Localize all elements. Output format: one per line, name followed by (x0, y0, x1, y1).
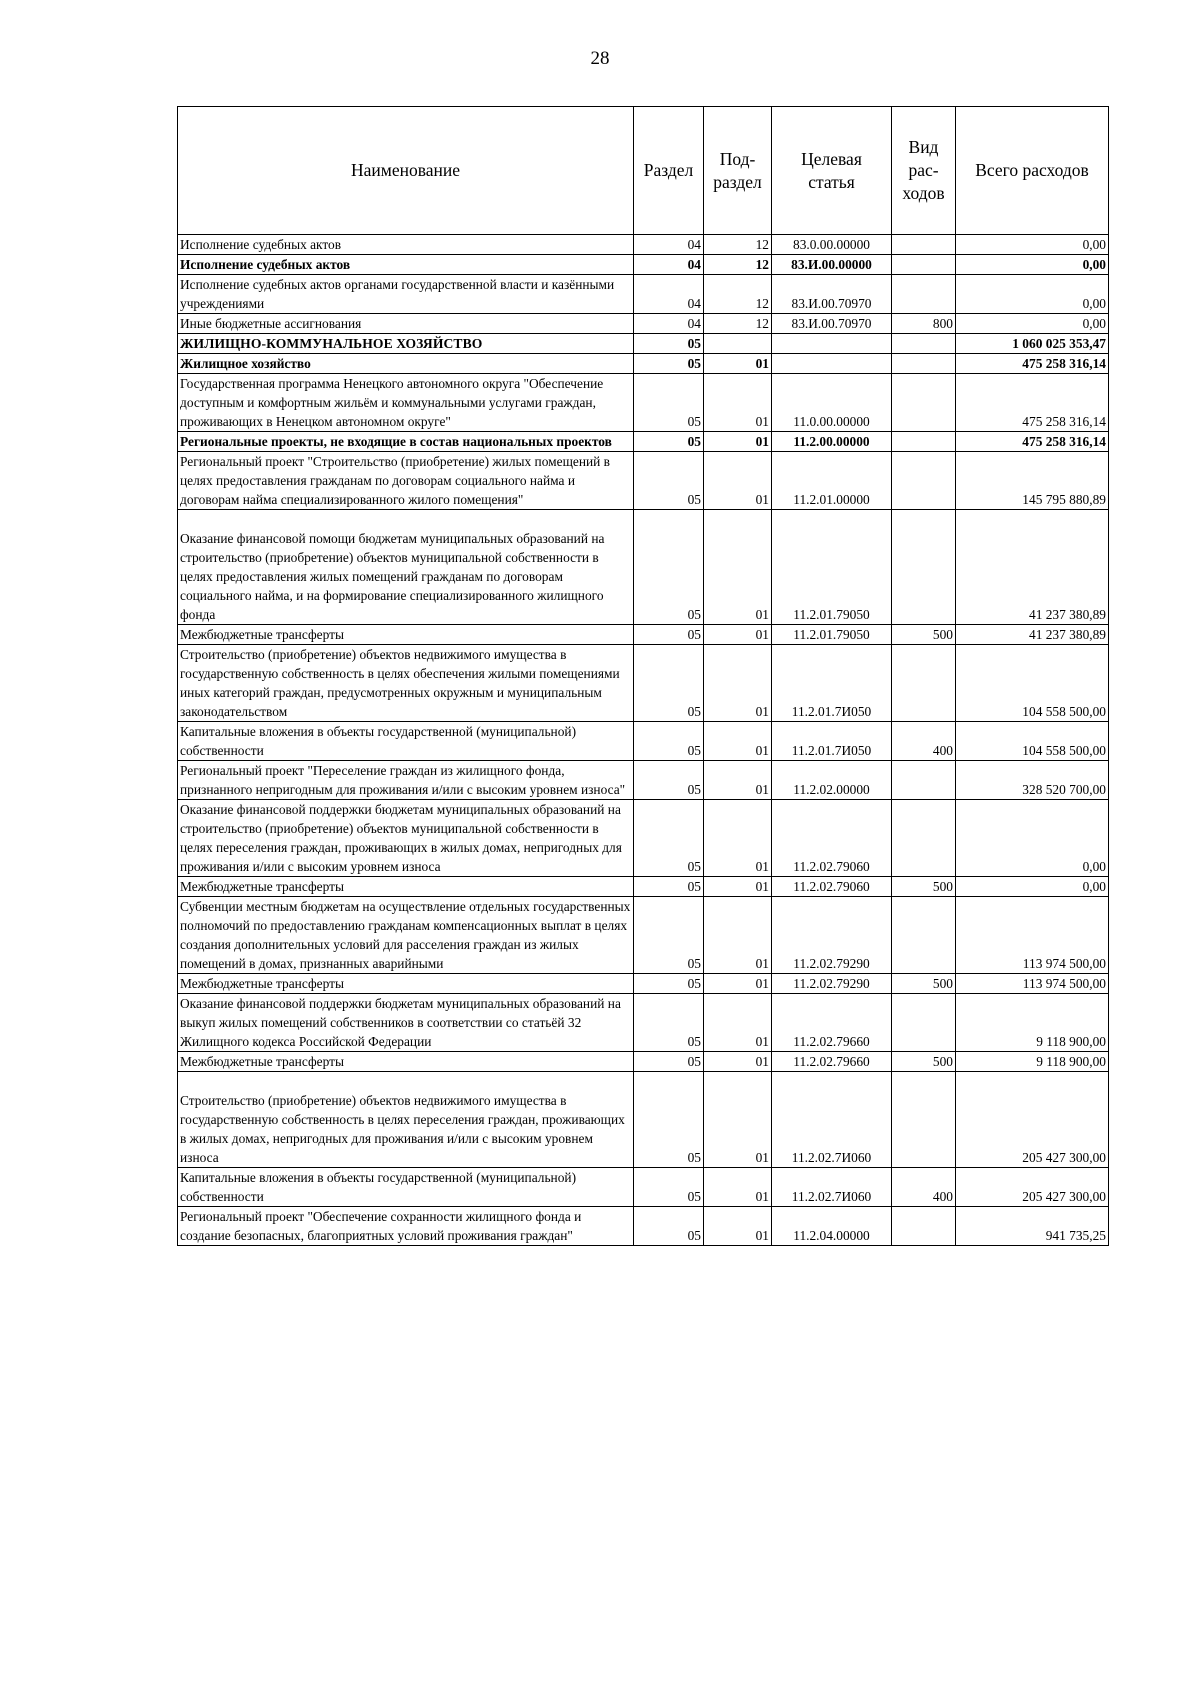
cell-name: Межбюджетные трансферты (178, 625, 634, 645)
cell-target: 11.2.01.00000 (772, 452, 892, 510)
cell-type (892, 255, 956, 275)
cell-total: 328 520 700,00 (956, 761, 1109, 800)
table-row (178, 432, 1109, 452)
cell-subsection: 01 (704, 1052, 772, 1072)
cell-subsection: 01 (704, 374, 772, 432)
cell-section: 05 (634, 374, 704, 432)
cell-total: 0,00 (956, 235, 1109, 255)
cell-type: 500 (892, 1052, 956, 1072)
cell-subsection: 01 (704, 354, 772, 374)
cell-target (772, 334, 892, 354)
table-row (178, 645, 1109, 722)
table-row (178, 334, 1109, 354)
cell-target: 11.2.02.79290 (772, 974, 892, 994)
cell-subsection: 01 (704, 1207, 772, 1246)
table-row (178, 877, 1109, 897)
cell-section: 05 (634, 510, 704, 625)
cell-section: 05 (634, 452, 704, 510)
cell-total: 104 558 500,00 (956, 722, 1109, 761)
cell-name: Жилищное хозяйство (178, 354, 634, 374)
cell-type: 500 (892, 877, 956, 897)
cell-subsection: 01 (704, 800, 772, 877)
cell-subsection: 12 (704, 235, 772, 255)
cell-total: 41 237 380,89 (956, 625, 1109, 645)
cell-subsection: 01 (704, 994, 772, 1052)
cell-target: 11.2.01.7И050 (772, 722, 892, 761)
cell-type (892, 1207, 956, 1246)
cell-section: 04 (634, 314, 704, 334)
cell-target: 11.2.00.00000 (772, 432, 892, 452)
cell-subsection: 01 (704, 877, 772, 897)
cell-section: 05 (634, 974, 704, 994)
cell-target: 11.2.04.00000 (772, 1207, 892, 1246)
cell-subsection: 01 (704, 452, 772, 510)
cell-type (892, 1072, 956, 1168)
cell-subsection: 12 (704, 255, 772, 275)
cell-type: 400 (892, 722, 956, 761)
cell-name: Строительство (приобретение) объектов недвижимого имущества в государственную собственность в целях обеспечения жилыми помещениями иных категорий граждан, предусмотренных окружным и муниципальным законодательством (178, 645, 634, 722)
table-row (178, 722, 1109, 761)
cell-subsection: 01 (704, 1168, 772, 1207)
table-row (178, 897, 1109, 974)
header-target: Целевая статья (772, 107, 892, 235)
cell-total: 0,00 (956, 877, 1109, 897)
cell-section: 05 (634, 645, 704, 722)
cell-type (892, 354, 956, 374)
cell-section: 05 (634, 722, 704, 761)
cell-target: 11.2.02.79060 (772, 877, 892, 897)
cell-name: Строительство (приобретение) объектов недвижимого имущества в государственную собственность в целях переселения граждан, проживающих в жилых домах, непригодных для проживания и/или с высоким уровнем износа (178, 1072, 634, 1168)
cell-name: Региональный проект "Переселение граждан из жилищного фонда, признанного непригодным для проживания и/или с высоким уровнем износа" (178, 761, 634, 800)
cell-target: 83.И.00.00000 (772, 255, 892, 275)
cell-section: 05 (634, 1168, 704, 1207)
cell-subsection: 01 (704, 722, 772, 761)
cell-target: 11.2.01.79050 (772, 625, 892, 645)
table-row (178, 275, 1109, 314)
cell-target: 83.И.00.70970 (772, 275, 892, 314)
cell-section: 05 (634, 877, 704, 897)
header-total: Всего расходов (956, 107, 1109, 235)
cell-subsection: 01 (704, 645, 772, 722)
cell-total: 475 258 316,14 (956, 374, 1109, 432)
cell-total: 9 118 900,00 (956, 1052, 1109, 1072)
table-row (178, 1072, 1109, 1168)
cell-total: 0,00 (956, 275, 1109, 314)
cell-total: 475 258 316,14 (956, 354, 1109, 374)
cell-type (892, 645, 956, 722)
table-row (178, 354, 1109, 374)
table-row (178, 974, 1109, 994)
cell-target: 11.0.00.00000 (772, 374, 892, 432)
cell-section: 05 (634, 1072, 704, 1168)
cell-type (892, 275, 956, 314)
cell-type (892, 994, 956, 1052)
cell-name: Субвенции местным бюджетам на осуществление отдельных государственных полномочий по предоставлению гражданам компенсационных выплат в целях создания дополнительных условий для расселения граждан из жилых помещений в домах, признанных аварийными (178, 897, 634, 974)
cell-name: Исполнение судебных актов органами государственной власти и казёнными учреждениями (178, 275, 634, 314)
cell-total: 1 060 025 353,47 (956, 334, 1109, 354)
cell-target: 11.2.02.7И060 (772, 1168, 892, 1207)
table-row (178, 1168, 1109, 1207)
table-row (178, 510, 1109, 625)
cell-section: 05 (634, 432, 704, 452)
table-row (178, 1052, 1109, 1072)
cell-section: 05 (634, 354, 704, 374)
cell-subsection: 12 (704, 314, 772, 334)
cell-total: 113 974 500,00 (956, 974, 1109, 994)
table-row (178, 994, 1109, 1052)
table-row (178, 452, 1109, 510)
header-name: Наименование (178, 107, 634, 235)
cell-target: 11.2.02.79290 (772, 897, 892, 974)
table-row (178, 761, 1109, 800)
cell-subsection (704, 334, 772, 354)
header-type: Вид рас- ходов (892, 107, 956, 235)
cell-name: Межбюджетные трансферты (178, 1052, 634, 1072)
cell-subsection: 01 (704, 432, 772, 452)
table-row (178, 235, 1109, 255)
header-subsection: Под- раздел (704, 107, 772, 235)
table-body (178, 235, 1109, 1246)
table-row (178, 314, 1109, 334)
cell-name: Капитальные вложения в объекты государственной (муниципальной) собственности (178, 1168, 634, 1207)
cell-name: Государственная программа Ненецкого автономного округа "Обеспечение доступным и комфортным жильём и коммунальными услугами граждан, проживающих в Ненецком автономном округе" (178, 374, 634, 432)
cell-section: 04 (634, 275, 704, 314)
cell-total: 0,00 (956, 800, 1109, 877)
cell-type (892, 897, 956, 974)
cell-total: 475 258 316,14 (956, 432, 1109, 452)
cell-section: 05 (634, 334, 704, 354)
cell-total: 0,00 (956, 314, 1109, 334)
cell-type (892, 510, 956, 625)
cell-target: 83.И.00.70970 (772, 314, 892, 334)
cell-total: 941 735,25 (956, 1207, 1109, 1246)
cell-type: 500 (892, 974, 956, 994)
cell-target: 11.2.02.79060 (772, 800, 892, 877)
cell-name: Исполнение судебных актов (178, 255, 634, 275)
cell-total: 205 427 300,00 (956, 1168, 1109, 1207)
cell-total: 9 118 900,00 (956, 994, 1109, 1052)
cell-type (892, 800, 956, 877)
budget-table (177, 106, 1109, 1246)
cell-type: 400 (892, 1168, 956, 1207)
cell-section: 05 (634, 1207, 704, 1246)
cell-name: Оказание финансовой поддержки бюджетам муниципальных образований на выкуп жилых помещений собственников в соответствии со статьёй 32 Жилищного кодекса Российской Федерации (178, 994, 634, 1052)
cell-name: Региональный проект "Обеспечение сохранности жилищного фонда и создание безопасных, благоприятных условий проживания граждан" (178, 1207, 634, 1246)
table-row (178, 255, 1109, 275)
table-row (178, 625, 1109, 645)
cell-name: Иные бюджетные ассигнования (178, 314, 634, 334)
cell-subsection: 01 (704, 1072, 772, 1168)
cell-subsection: 01 (704, 625, 772, 645)
table-header-row (178, 107, 1109, 235)
cell-section: 04 (634, 255, 704, 275)
cell-section: 05 (634, 1052, 704, 1072)
cell-target: 11.2.01.7И050 (772, 645, 892, 722)
cell-section: 05 (634, 994, 704, 1052)
cell-total: 104 558 500,00 (956, 645, 1109, 722)
cell-subsection: 01 (704, 897, 772, 974)
cell-type (892, 432, 956, 452)
cell-subsection: 01 (704, 510, 772, 625)
table-row (178, 1207, 1109, 1246)
cell-type (892, 374, 956, 432)
cell-section: 05 (634, 761, 704, 800)
cell-total: 0,00 (956, 255, 1109, 275)
cell-subsection: 12 (704, 275, 772, 314)
header-section: Раздел (634, 107, 704, 235)
cell-type (892, 334, 956, 354)
cell-name: Региональный проект "Строительство (приобретение) жилых помещений в целях предоставления гражданам по договорам социального найма и договорам найма специализированного жилого помещения" (178, 452, 634, 510)
table-row (178, 800, 1109, 877)
cell-total: 205 427 300,00 (956, 1072, 1109, 1168)
table-row (178, 374, 1109, 432)
cell-section: 05 (634, 800, 704, 877)
cell-type (892, 761, 956, 800)
cell-subsection: 01 (704, 761, 772, 800)
cell-section: 05 (634, 625, 704, 645)
cell-target: 11.2.02.7И060 (772, 1072, 892, 1168)
cell-target: 11.2.01.79050 (772, 510, 892, 625)
cell-type (892, 452, 956, 510)
cell-type: 500 (892, 625, 956, 645)
cell-target: 11.2.02.00000 (772, 761, 892, 800)
cell-section: 04 (634, 235, 704, 255)
cell-target (772, 354, 892, 374)
cell-name: Межбюджетные трансферты (178, 877, 634, 897)
cell-total: 113 974 500,00 (956, 897, 1109, 974)
cell-name: Оказание финансовой поддержки бюджетам муниципальных образований на строительство (приобретение) объектов муниципальной собственности в целях переселения граждан, проживающих в жилых домах, непригодных для проживания и/или с высоким уровнем износа (178, 800, 634, 877)
cell-total: 145 795 880,89 (956, 452, 1109, 510)
cell-target: 83.0.00.00000 (772, 235, 892, 255)
cell-type: 800 (892, 314, 956, 334)
cell-type (892, 235, 956, 255)
cell-name: Межбюджетные трансферты (178, 974, 634, 994)
cell-name: Капитальные вложения в объекты государственной (муниципальной) собственности (178, 722, 634, 761)
page-number: 28 (590, 48, 610, 69)
cell-name: Оказание финансовой помощи бюджетам муниципальных образований на строительство (приобретение) объектов муниципальной собственности в целях предоставления жилых помещений гражданам по договорам социального найма, и на формирование специализированного жилищного фонда (178, 510, 634, 625)
cell-name: Региональные проекты, не входящие в состав национальных проектов (178, 432, 634, 452)
cell-target: 11.2.02.79660 (772, 1052, 892, 1072)
cell-name: Исполнение судебных актов (178, 235, 634, 255)
cell-subsection: 01 (704, 974, 772, 994)
cell-name: ЖИЛИЩНО-КОММУНАЛЬНОЕ ХОЗЯЙСТВО (178, 334, 634, 354)
cell-target: 11.2.02.79660 (772, 994, 892, 1052)
cell-total: 41 237 380,89 (956, 510, 1109, 625)
cell-section: 05 (634, 897, 704, 974)
